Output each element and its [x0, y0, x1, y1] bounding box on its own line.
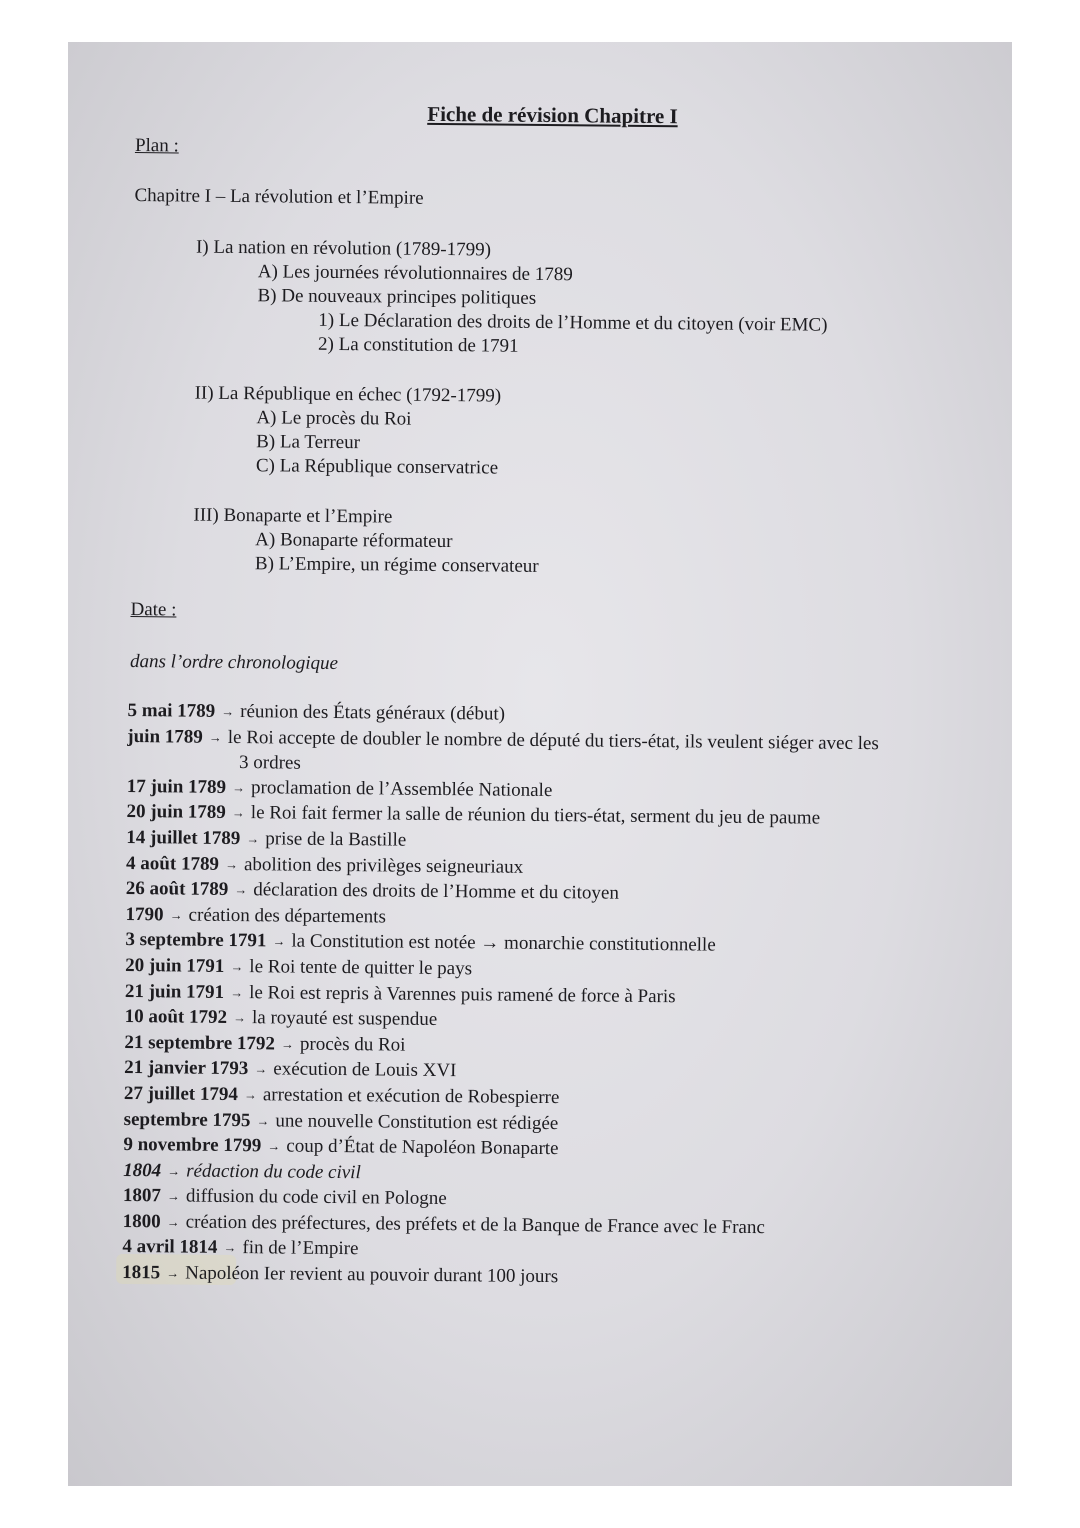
- plan-item: B) La Terreur: [256, 431, 361, 454]
- entry-text: le Roi accepte de doubler le nombre de député du tiers-état, ils veulent siéger avec les: [227, 726, 879, 754]
- entry-date: 20 juin 1791: [125, 954, 225, 977]
- entry-date: 1804: [123, 1159, 162, 1182]
- entry-date: 1800: [122, 1210, 161, 1233]
- entry-text: procès du Roi: [299, 1033, 406, 1056]
- plan-item: B) De nouveaux principes politiques: [257, 285, 537, 309]
- entry-date: 3 septembre 1791: [125, 929, 267, 952]
- entry-date: 1807: [122, 1185, 162, 1207]
- timeline-entry: [127, 725, 879, 782]
- entry-date: 9 novembre 1799: [123, 1134, 262, 1157]
- arrow-icon: →: [169, 907, 183, 923]
- entry-date: 4 août 1789: [126, 852, 220, 875]
- entry-date: juin 1789: [127, 725, 203, 748]
- entry-text: création des départements: [188, 904, 387, 928]
- arrow-icon: →: [230, 984, 244, 1000]
- entry-text: coup d’État de Napoléon Bonaparte: [286, 1135, 559, 1160]
- entry-date: 27 juillet 1794: [123, 1082, 238, 1105]
- arrow-icon: →: [167, 1163, 181, 1179]
- plan-outline: [68, 234, 828, 581]
- plan-item: 1) Le Déclaration des droits de l’Homme et du citoyen (voir EMC): [318, 309, 828, 336]
- plan-item: A) Le procès du Roi: [256, 407, 412, 430]
- plan-label: Plan :: [134, 135, 179, 157]
- revision-sheet: [68, 42, 1012, 1486]
- plan-item: A) Les journées révolutionnaires de 1789: [257, 261, 573, 286]
- entry-text: abolition des privilèges seigneuriaux: [243, 853, 524, 878]
- dates-subtitle: dans l’ordre chronologique: [129, 650, 339, 674]
- arrow-icon: →: [224, 856, 239, 872]
- arrow-icon: →: [256, 1112, 270, 1128]
- arrow-icon: →: [232, 1010, 247, 1026]
- entry-date: 4 avril 1814: [122, 1236, 218, 1259]
- arrow-icon: →: [254, 1061, 268, 1077]
- entry-date: 21 janvier 1793: [124, 1057, 249, 1080]
- arrow-icon: →: [234, 882, 248, 898]
- arrow-icon: →: [166, 1188, 180, 1204]
- entry-text: le Roi fait fermer la salle de réunion du tiers-état, serment du jeu de paume: [250, 802, 821, 830]
- entry-text: fin de l’Empire: [242, 1237, 359, 1260]
- arrow-icon: →: [272, 933, 286, 949]
- arrow-icon: →: [223, 1240, 237, 1256]
- plan-item: B) L’Empire, un régime conservateur: [254, 553, 539, 577]
- arrow-icon: →: [243, 1087, 257, 1103]
- page-title: Fiche de révision Chapitre I: [427, 101, 678, 129]
- entry-text: proclamation de l’Assemblée Nationale: [250, 776, 553, 801]
- entry-date: 1815: [122, 1262, 161, 1284]
- entry-date: 14 juillet 1789: [126, 826, 241, 850]
- entry-date: 21 juin 1791: [124, 980, 225, 1003]
- entry-date: 1790: [125, 903, 164, 926]
- plan-item: II) La République en échec (1792-1799): [194, 382, 502, 407]
- entry-date: 20 juin 1789: [126, 801, 226, 824]
- entry-text: Napoléon Ier revient au pouvoir durant 100 jours: [185, 1262, 559, 1288]
- date-label: Date :: [130, 599, 177, 621]
- plan-item: I) La nation en révolution (1789-1799): [195, 236, 492, 261]
- plan-item: C) La République conservatrice: [255, 455, 499, 479]
- arrow-icon: →: [221, 703, 235, 720]
- entry-text: réunion des États généraux (début): [240, 701, 506, 725]
- entry-date: 17 juin 1789: [126, 775, 227, 798]
- arrow-icon: →: [166, 1214, 180, 1230]
- entry-date: 21 septembre 1792: [124, 1031, 276, 1055]
- entry-date: 26 août 1789: [125, 878, 229, 901]
- entry-text: une nouvelle Constitution est rédigée: [275, 1109, 559, 1134]
- arrow-icon: →: [166, 1265, 180, 1281]
- entry-text: la Constitution est notée → monarchie constitutionnelle: [291, 930, 716, 956]
- entry-text: diffusion du code civil en Pologne: [185, 1185, 447, 1210]
- plan-item: 2) La constitution de 1791: [317, 333, 519, 357]
- arrow-icon: →: [208, 729, 222, 745]
- arrow-icon: →: [267, 1138, 281, 1154]
- entry-text: rédaction du code civil: [186, 1160, 361, 1183]
- entry-text: déclaration des droits de l’Homme et du citoyen: [253, 879, 619, 904]
- entry-date: 10 août 1792: [124, 1006, 228, 1029]
- entry-text: la royauté est suspendue: [251, 1007, 438, 1031]
- entry-text: arrestation et exécution de Robespierre: [262, 1084, 560, 1109]
- entry-text: création des préfectures, des préfets et de la Banque de France avec le Franc: [185, 1211, 765, 1238]
- timeline-list: [122, 699, 879, 1294]
- entry-text: prise de la Bastille: [265, 828, 407, 851]
- arrow-icon: →: [280, 1036, 295, 1052]
- chapter-heading: Chapitre I – La révolution et l’Empire: [134, 185, 424, 209]
- entry-text: le Roi tente de quitter le pays: [249, 956, 473, 980]
- entry-text: exécution de Louis XVI: [273, 1058, 457, 1082]
- document-photo: [68, 42, 1012, 1486]
- plan-item: III) Bonaparte et l’Empire: [193, 504, 393, 528]
- arrow-icon: →: [246, 831, 260, 847]
- entry-continuation: 3 ordres: [238, 752, 301, 774]
- arrow-icon: →: [231, 805, 245, 821]
- entry-date: septembre 1795: [123, 1108, 251, 1131]
- arrow-icon: →: [230, 958, 244, 975]
- entry-date: 5 mai 1789: [127, 699, 216, 722]
- entry-text: le Roi est repris à Varennes puis ramené de force à Paris: [249, 981, 676, 1007]
- plan-item: A) Bonaparte réformateur: [255, 529, 453, 553]
- arrow-icon: →: [232, 779, 246, 795]
